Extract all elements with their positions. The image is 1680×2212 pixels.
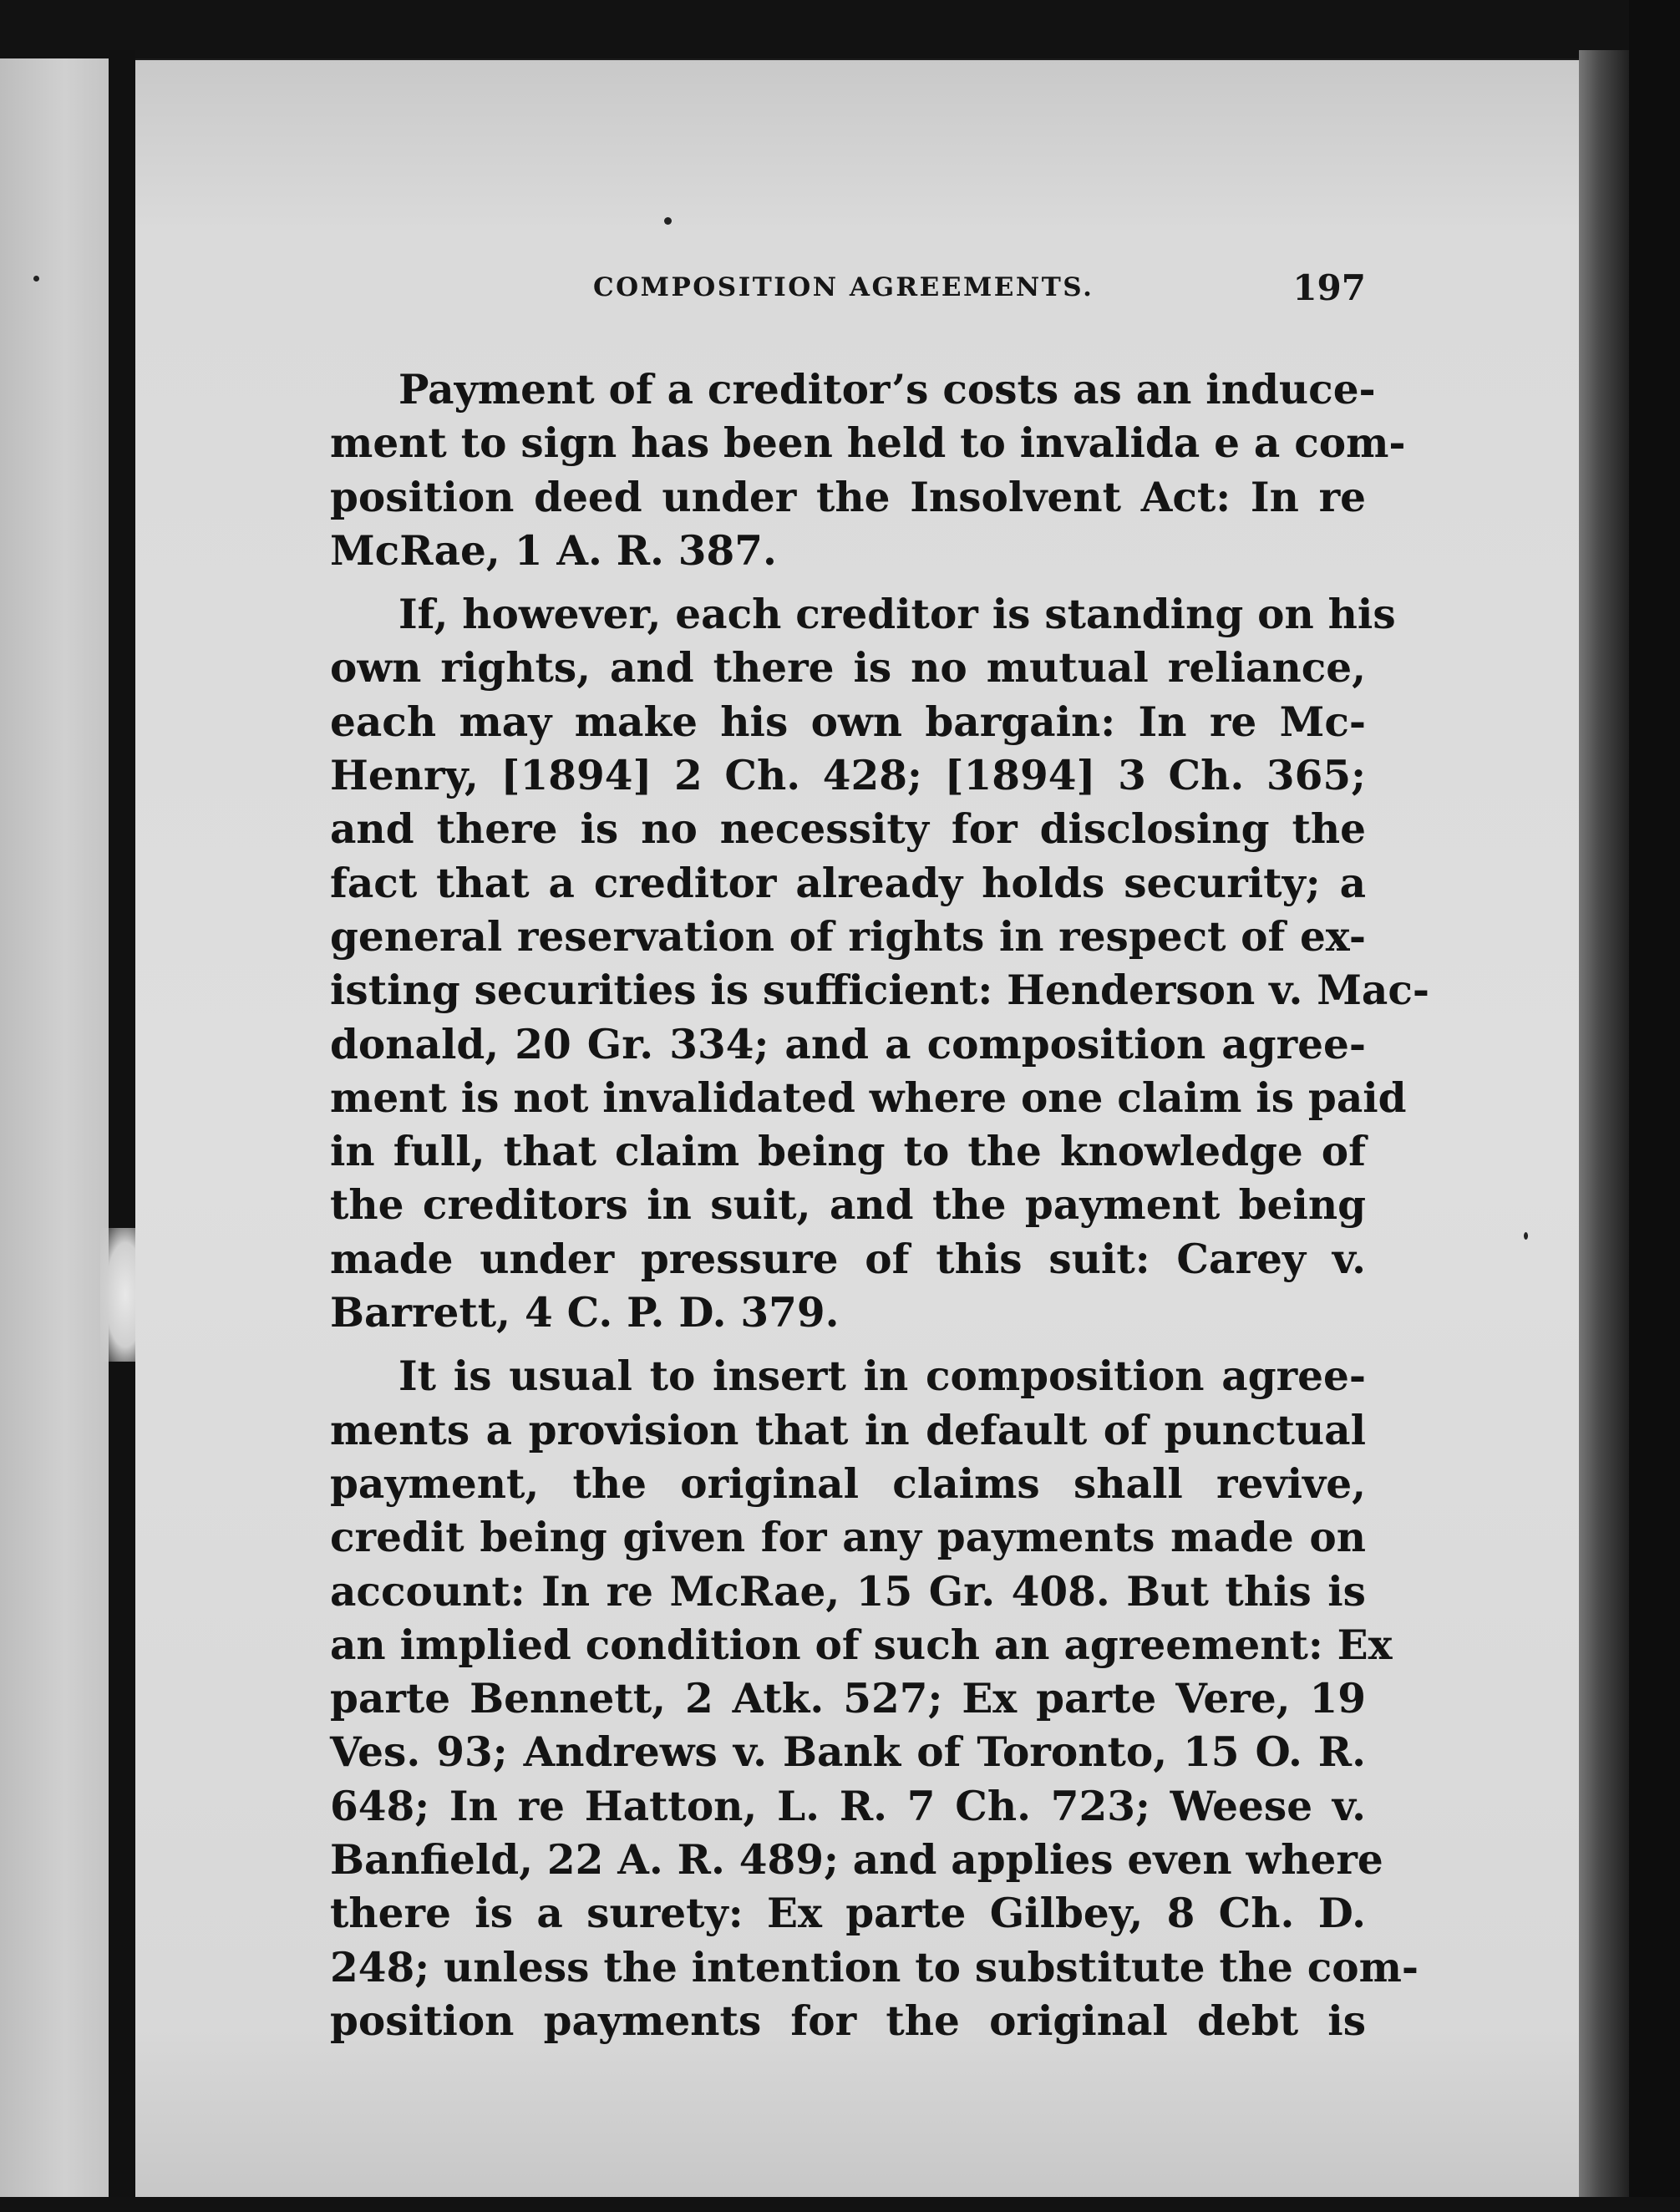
text-line: Ves. 93; Andrews v. Bank of Toronto, 15 O. R. bbox=[330, 1728, 1366, 1777]
paragraph bbox=[330, 1350, 1419, 2048]
running-head-title: COMPOSITION AGREEMENTS. bbox=[593, 272, 1094, 302]
text-line: position payments for the original debt is bbox=[330, 1996, 1366, 2045]
text-line: the creditors in suit, and the payment being bbox=[330, 1181, 1366, 1230]
page-number: 197 bbox=[1292, 267, 1366, 308]
text-line: in full, that claim being to the knowledge of bbox=[330, 1128, 1366, 1176]
paragraph bbox=[330, 588, 1430, 1340]
text-line: 248; unless the intention to substitute the com- bbox=[330, 1943, 1419, 1991]
text-line: credit being given for any payments made on bbox=[330, 1514, 1366, 1562]
ink-speck bbox=[1524, 1232, 1528, 1240]
text-line: ment to sign has been held to invalida e a com- bbox=[330, 419, 1406, 468]
text-line: Banfield, 22 A. R. 489; and applies even where bbox=[330, 1836, 1383, 1885]
body-text bbox=[330, 363, 1430, 2067]
text-line: If, however, each creditor is standing on his bbox=[398, 591, 1396, 639]
ink-speck bbox=[33, 276, 39, 282]
paragraph bbox=[330, 363, 1406, 578]
text-line: parte Bennett, 2 Atk. 527; Ex parte Vere, 19 bbox=[330, 1675, 1366, 1723]
text-line: 648; In re Hatton, L. R. 7 Ch. 723; Weese v. bbox=[330, 1782, 1366, 1830]
running-head bbox=[330, 267, 1366, 317]
scan-right-border bbox=[1629, 0, 1680, 2212]
text-line: Barrett, 4 C. P. D. 379. bbox=[330, 1289, 840, 1337]
text-line: ment is not invalidated where one claim is paid bbox=[330, 1073, 1407, 1122]
binding-gutter bbox=[109, 50, 135, 2205]
text-line: isting securities is sufficient: Henderson v. Mac- bbox=[330, 966, 1430, 1015]
text-line: general reservation of rights in respect of ex- bbox=[330, 912, 1366, 961]
text-line: It is usual to insert in composition agree- bbox=[398, 1352, 1366, 1401]
text-line: and there is no necessity for disclosing the bbox=[330, 805, 1366, 854]
text-line: McRae, 1 A. R. 387. bbox=[330, 526, 777, 575]
text-line: Payment of a creditor’s costs as an induce- bbox=[398, 366, 1376, 413]
text-line: an implied condition of such an agreement: Ex bbox=[330, 1621, 1393, 1669]
text-line: made under pressure of this suit: Carey v. bbox=[330, 1235, 1366, 1283]
text-line: account: In re McRae, 15 Gr. 408. But this is bbox=[330, 1567, 1366, 1616]
text-line: Henry, [1894] 2 Ch. 428; [1894] 3 Ch. 365; bbox=[330, 752, 1366, 800]
ink-speck bbox=[664, 217, 672, 225]
scan-bottom-border bbox=[0, 2197, 1680, 2212]
text-line: ments a provision that in default of punctual bbox=[330, 1406, 1366, 1454]
text-line: there is a surety: Ex parte Gilbey, 8 Ch. D. bbox=[330, 1890, 1366, 1938]
text-line: donald, 20 Gr. 334; and a composition agree- bbox=[330, 1020, 1366, 1068]
text-line: fact that a creditor already holds security; a bbox=[330, 859, 1366, 907]
text-line: position deed under the Insolvent Act: In re bbox=[330, 473, 1366, 521]
text-line: each may make his own bargain: In re Mc- bbox=[330, 698, 1366, 746]
text-line: payment, the original claims shall revive, bbox=[330, 1459, 1366, 1508]
facing-page-edge bbox=[0, 58, 109, 2197]
text-line: own rights, and there is no mutual reliance, bbox=[330, 644, 1366, 693]
scan-top-border bbox=[0, 0, 1680, 58]
page-edge-shadow bbox=[1579, 50, 1629, 2212]
